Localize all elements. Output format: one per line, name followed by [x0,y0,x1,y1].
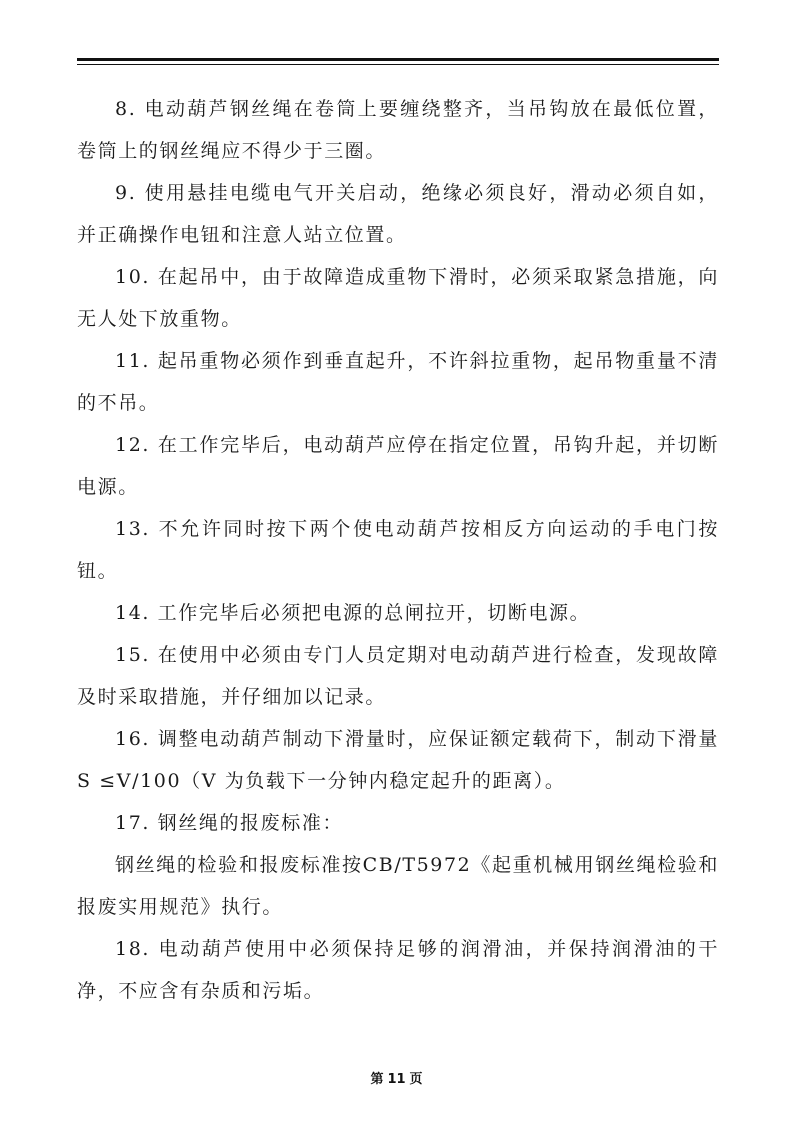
paragraph-item-9: 9. 使用悬挂电缆电气开关启动，绝缘必须良好，滑动必须自如，并正确操作电钮和注意人站立位置。 [77,182,719,246]
paragraph-item-12: 12. 在工作完毕后，电动葫芦应停在指定位置，吊钩升起，并切断电源。 [77,434,719,498]
paragraph-item-16: 16. 调整电动葫芦制动下滑量时，应保证额定载荷下，制动下滑量S ≤V/100（V 为负载下一分钟内稳定起升的距离）。 [77,728,719,792]
page-footer [0,1068,793,1087]
header-rule-thin [77,64,719,65]
paragraph-item-10: 10. 在起吊中，由于故障造成重物下滑时，必须采取紧急措施，向无人处下放重物。 [77,266,719,330]
header-rule-thick [77,58,719,61]
paragraph-item-8: 8. 电动葫芦钢丝绳在卷筒上要缠绕整齐，当吊钩放在最低位置，卷筒上的钢丝绳应不得少于三圈。 [77,98,719,162]
page-number-suffix: 页 [409,1072,423,1087]
document-body [77,88,719,1012]
page-number: 11 [387,1072,406,1087]
paragraph-item-14: 14. 工作完毕后必须把电源的总闸拉开，切断电源。 [115,602,591,624]
paragraph-item-18: 18. 电动葫芦使用中必须保持足够的润滑油，并保持润滑油的干净，不应含有杂质和污垢。 [77,938,719,1002]
paragraph-item-17-detail: 钢丝绳的检验和报废标准按CB/T5972《起重机械用钢丝绳检验和报废实用规范》执行。 [77,854,719,918]
paragraph-item-15: 15. 在使用中必须由专门人员定期对电动葫芦进行检查，发现故障及时采取措施，并仔细加以记录。 [77,644,719,708]
paragraph-item-13: 13. 不允许同时按下两个使电动葫芦按相反方向运动的手电门按钮。 [77,518,719,582]
paragraph-item-17: 17. 钢丝绳的报废标准： [115,812,344,834]
page-number-prefix: 第 [370,1072,384,1087]
paragraph-item-11: 11. 起吊重物必须作到垂直起升，不许斜拉重物，起吊物重量不清的不吊。 [77,350,719,414]
